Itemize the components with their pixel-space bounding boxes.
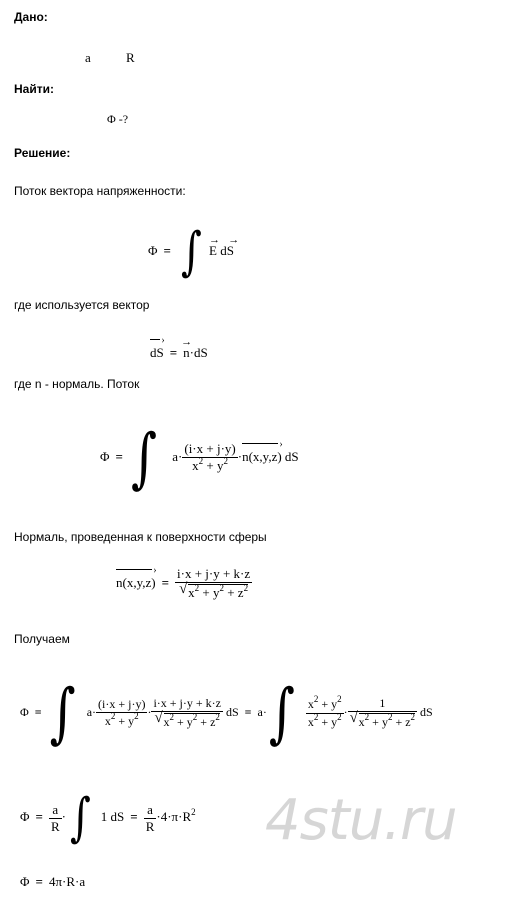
fraction-normal: i·x + j·y + k·z √ $x^2 + y^2 + z^2$ xyxy=(153,696,221,729)
integral-sign: ∫ xyxy=(49,675,76,751)
fraction-one-over-sqrt: 1 √ $x^2 + y^2 + z^2$ xyxy=(349,696,416,729)
fraction-a-over-R: $\frac{a}{R}$ xyxy=(145,801,155,834)
fraction-ixjy: $\frac{(i\cdot x + j\cdot y)}{x^2 + y^2}$ xyxy=(184,441,236,473)
fraction-a-over-R: $\frac{a}{R}$ xyxy=(50,801,60,834)
equals-sign: = xyxy=(35,808,43,824)
label-dano: Дано: xyxy=(14,10,48,24)
fraction-normal: i·x + j·y + k·z √ $x^2 + y^2 + z^2$ xyxy=(177,566,251,600)
final-result: 4π·R·a xyxy=(48,874,86,889)
equals-sign: = xyxy=(115,448,123,464)
formula-flux-def xyxy=(148,222,240,282)
dS-term: dS xyxy=(284,448,299,464)
label-reshenie: Решение: xyxy=(14,146,71,160)
equals-sign: = xyxy=(169,345,178,360)
text-normal-sphere: Нормаль, проведенная к поверхности сферы xyxy=(14,530,267,544)
vector-E: → E xyxy=(209,233,221,258)
equals-sign: = xyxy=(161,574,170,590)
phi-symbol: Φ xyxy=(148,242,158,258)
phi-symbol: Φ xyxy=(20,808,30,824)
integral-sign: ∫ xyxy=(130,420,157,496)
text-flux-intro: Поток вектора напряженности: xyxy=(14,184,186,198)
phi-symbol: Φ xyxy=(100,448,110,464)
fraction-x2y2: $\frac{x^2 + y^2}{x^2 + y^2}$ xyxy=(307,693,342,729)
vector-n-xyz: › n(x,y,z) xyxy=(116,564,157,590)
vector-n-xyz: › n(x,y,z) xyxy=(242,438,283,464)
integral-sign: ∫ xyxy=(268,675,295,751)
vector-n: → n·dS xyxy=(181,336,208,360)
one-dS: 1 dS xyxy=(100,808,125,824)
integral-sign: ∫ xyxy=(69,788,91,848)
formula-final xyxy=(20,875,85,889)
equals-sign: = xyxy=(34,704,42,719)
equals-sign: = xyxy=(130,808,138,824)
integral-sign: ∫ xyxy=(180,222,202,282)
coef-a: a· xyxy=(86,704,97,719)
equals-sign: = xyxy=(163,242,171,258)
text-poluchaem: Получаем xyxy=(14,632,70,646)
formula-normal xyxy=(116,564,252,601)
text-vector-used: где используется вектор xyxy=(14,298,150,312)
given-R: R xyxy=(126,50,135,65)
vector-dS-left: › dS xyxy=(150,335,165,360)
formula-flux-integral: Φ = ∫ a· $\frac{(i\cdot x + j\cdot y)}{x^2 + y^2}$ · › n(x,y,z) dS xyxy=(100,420,299,496)
phi-symbol: Φ xyxy=(20,704,29,719)
watermark-logo: 4stu.ru xyxy=(265,788,457,853)
label-naiti: Найти: xyxy=(14,82,54,96)
coef-a: a· xyxy=(172,448,183,464)
phi-symbol: Φ xyxy=(20,874,30,889)
fraction-ixjy: $\frac{(i\cdot x + j\cdot y)}{x^2 + y^2}$ xyxy=(98,697,146,728)
formula-dS xyxy=(150,335,208,360)
equals-sign: = xyxy=(35,874,43,889)
find-phi: Φ -? xyxy=(107,112,129,126)
formula-flux-expanded: Φ = ∫ a· $\frac{(i\cdot x + j\cdot y)}{x^2 + y^2}$ · i·x + j·y + k·z √ $x^2 + y^2 + z^2$ dS = a·∫ $\frac{x^2 + y^2}{x^2 + y^2}$ · 1 √ $x^2 + y^2 + z^2$ dS xyxy=(20,675,433,751)
formula-flux-simplified: Φ = $\frac{a}{R}$ · ∫ 1 dS = $\frac{a}{R}$ $\cdot 4\cdot\pi\cdot R^2$ xyxy=(20,788,196,848)
vector-dS: → dS xyxy=(220,233,240,258)
coef-a: a· xyxy=(257,704,267,719)
text-normal-note: где n - нормаль. Поток xyxy=(14,377,140,391)
equals-sign: = xyxy=(244,704,252,719)
given-a: a xyxy=(85,50,91,65)
